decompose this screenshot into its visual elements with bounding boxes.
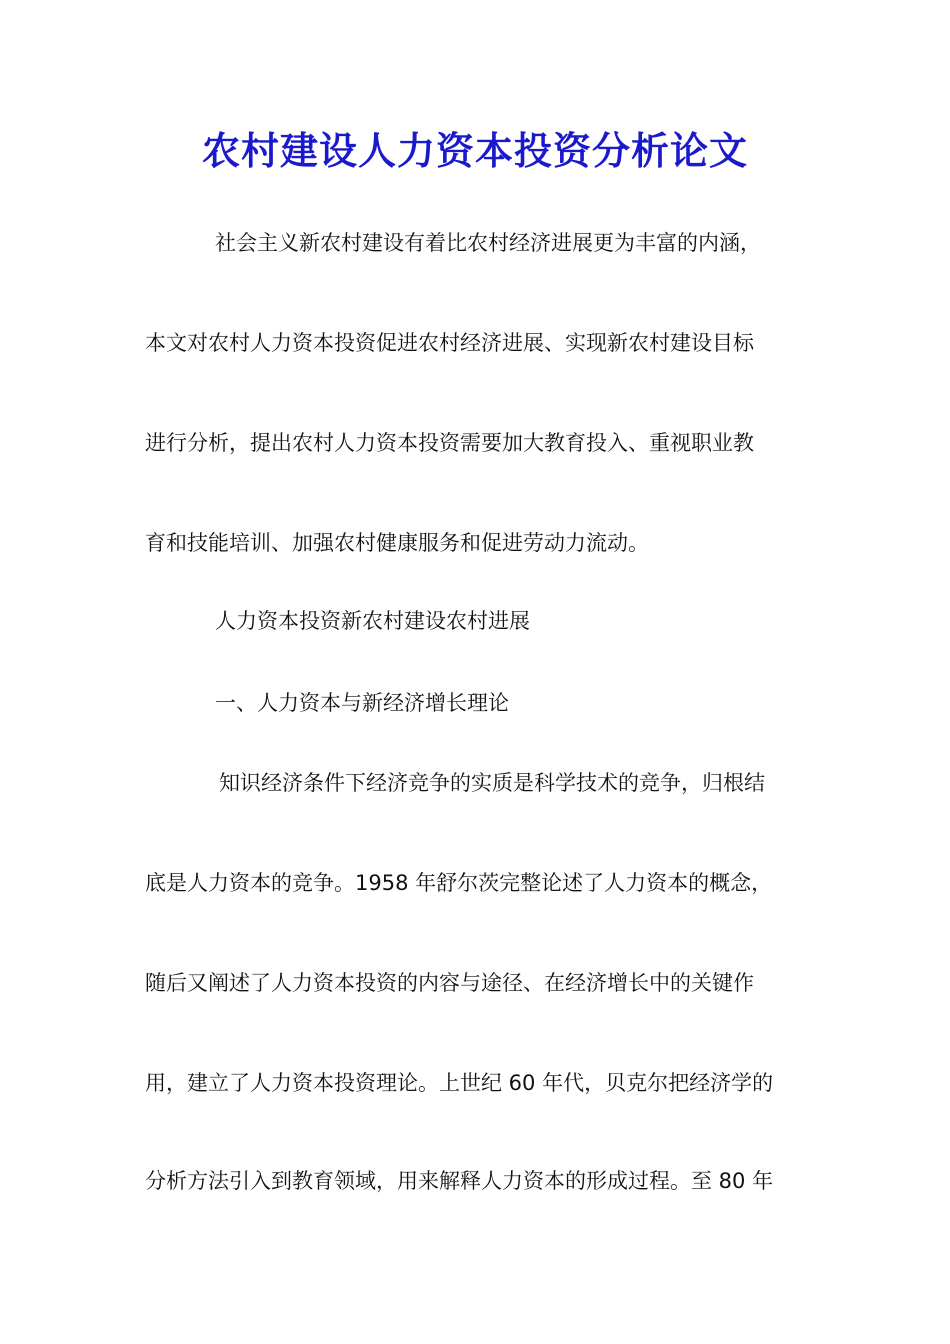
body-line-5: 分析方法引入到教育领域，用来解释人力资本的形成过程。至 80 年	[145, 1169, 774, 1193]
body-line-4: 用，建立了人力资本投资理论。上世纪 60 年代，贝克尔把经济学的	[145, 1071, 774, 1095]
keywords-line: 人力资本投资新农村建设农村进展	[215, 609, 530, 633]
body-line-1: 知识经济条件下经济竞争的实质是科学技术的竞争，归根结	[219, 771, 765, 795]
document-title: 农村建设人力资本投资分析论文	[201, 128, 748, 173]
abstract-line-4: 育和技能培训、加强农村健康服务和促进劳动力流动。	[145, 531, 649, 555]
body-line-3: 随后又阐述了人力资本投资的内容与途径、在经济增长中的关键作	[145, 971, 754, 995]
abstract-line-2: 本文对农村人力资本投资促进农村经济进展、实现新农村建设目标	[145, 331, 754, 355]
body-line-2: 底是人力资本的竞争。1958 年舒尔茨完整论述了人力资本的概念，	[145, 871, 773, 895]
abstract-line-3: 进行分析，提出农村人力资本投资需要加大教育投入、重视职业教	[145, 431, 754, 455]
abstract-line-1: 社会主义新农村建设有着比农村经济进展更为丰富的内涵，	[215, 231, 761, 255]
section-heading: 一、人力资本与新经济增长理论	[215, 691, 509, 715]
